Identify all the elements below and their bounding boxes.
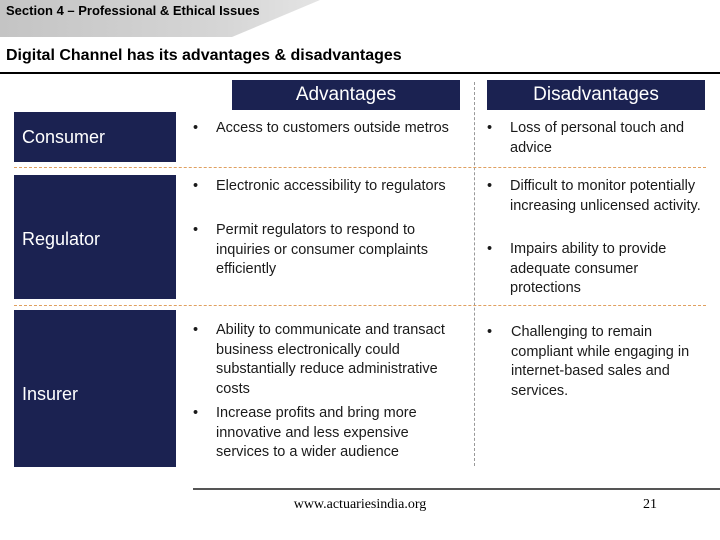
row-label-regulator: Regulator — [22, 229, 101, 249]
disadvantages-header: Disadvantages — [487, 80, 705, 110]
advantages-header: Advantages — [232, 80, 460, 110]
title-divider — [0, 72, 720, 74]
row-label-insurer: Insurer — [22, 384, 79, 404]
row-divider-1 — [14, 167, 706, 168]
page-number: 21 — [643, 497, 657, 512]
footer-divider — [193, 488, 720, 490]
section-label: Section 4 – Professional & Ethical Issues — [6, 3, 260, 18]
column-divider — [474, 82, 475, 466]
row-label-consumer: Consumer — [22, 127, 106, 147]
slide-title: Digital Channel has its advantages & disadvantages — [6, 47, 402, 64]
footer-url: www.actuariesindia.org — [293, 497, 427, 512]
row-divider-2 — [14, 305, 706, 306]
